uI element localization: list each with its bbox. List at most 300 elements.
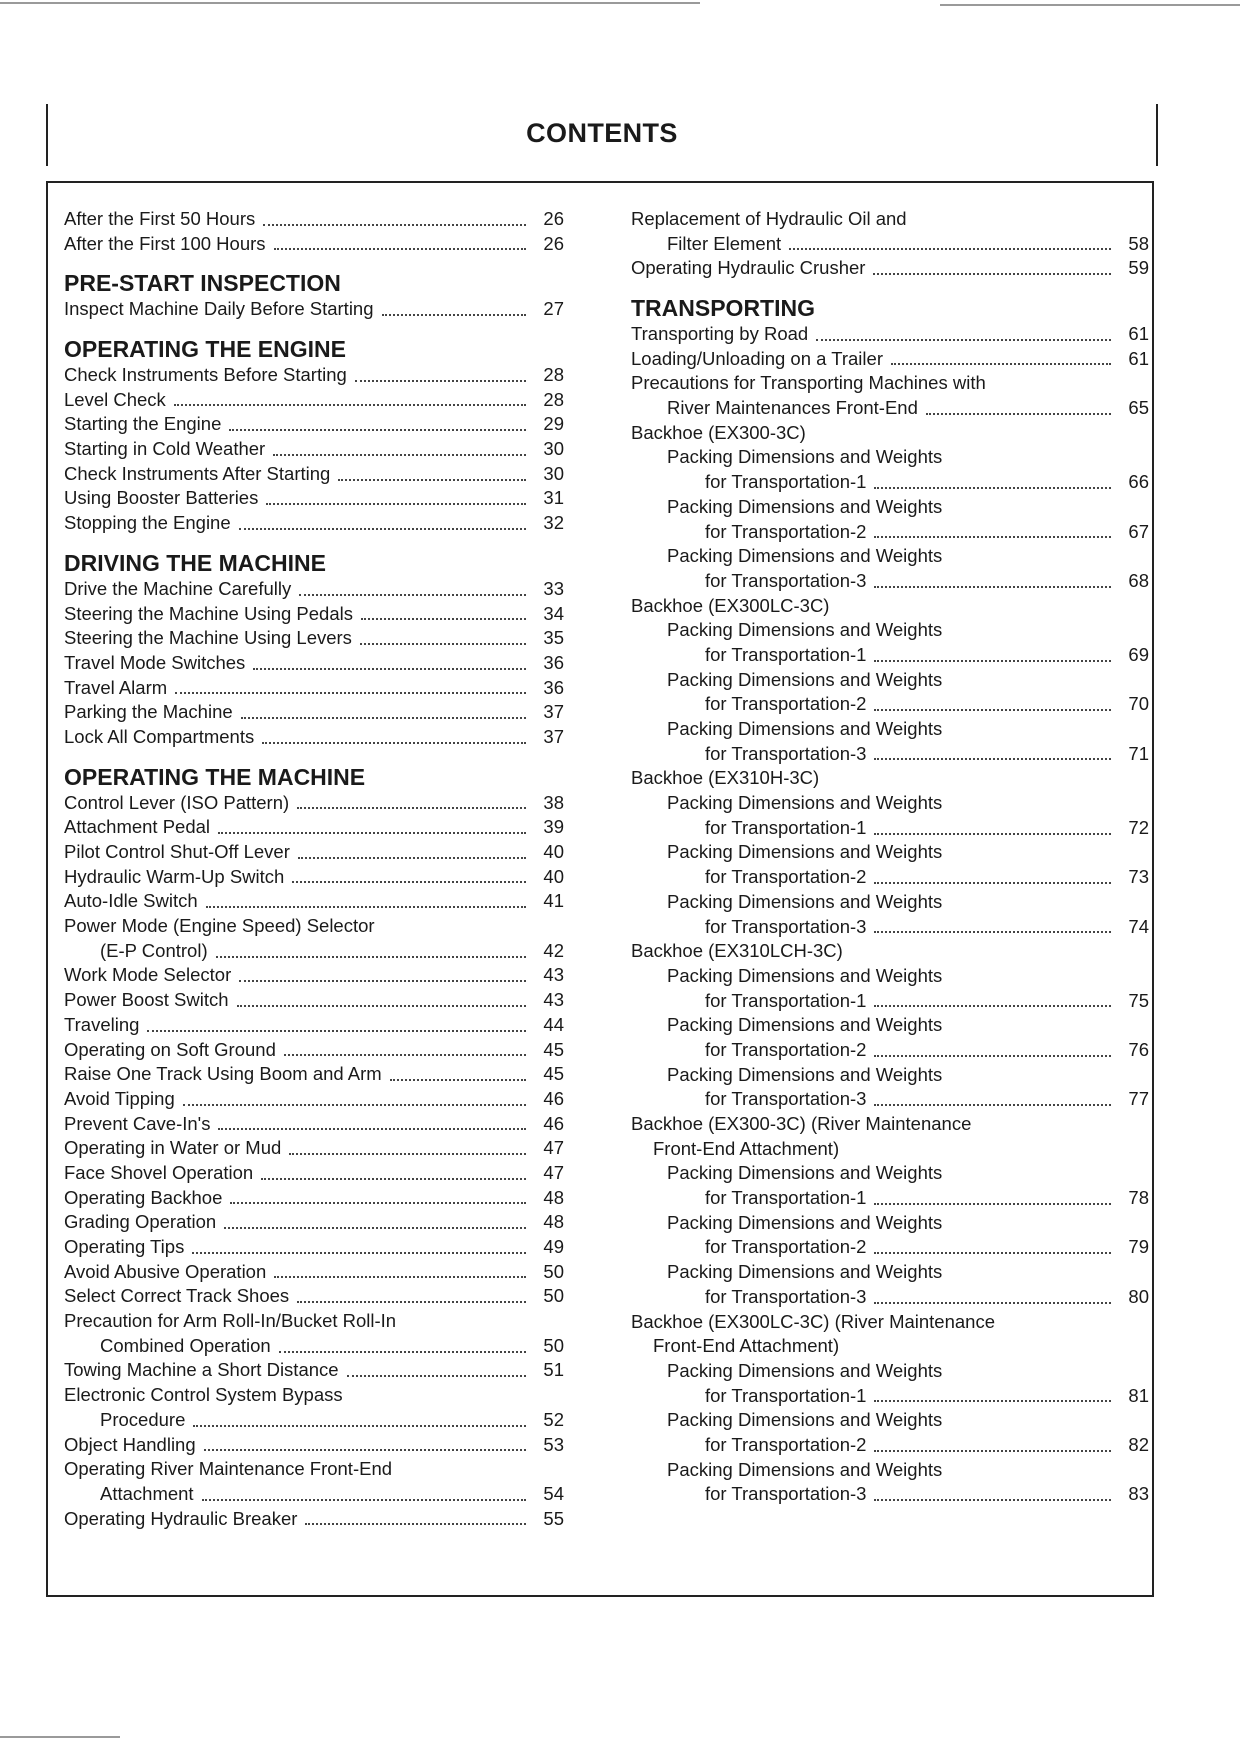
entry-title: Operating on Soft Ground <box>64 1038 276 1060</box>
entry-title: Power Mode (Engine Speed) Selector <box>64 915 375 937</box>
page-number: 61 <box>1128 347 1149 369</box>
toc-line <box>64 232 564 257</box>
toc-entry[interactable] <box>64 626 564 651</box>
toc-entry[interactable] <box>64 865 564 890</box>
toc-line <box>64 1482 564 1507</box>
toc-left-column <box>64 207 564 1531</box>
page-number: 37 <box>543 701 564 723</box>
toc-entry[interactable] <box>631 1359 1149 1408</box>
toc-entry[interactable] <box>64 1161 564 1186</box>
toc-entry[interactable] <box>64 1186 564 1211</box>
entry-title: Stopping the Engine <box>64 512 231 534</box>
toc-line <box>631 1310 1149 1335</box>
dot-leader <box>262 741 526 744</box>
entry-title: Precautions for Transporting Machines with <box>631 372 986 394</box>
dot-leader <box>218 831 526 834</box>
toc-line <box>631 841 1149 866</box>
page-number: 82 <box>1128 1433 1149 1455</box>
toc-entry[interactable] <box>64 462 564 487</box>
entry-title: Front-End Attachment) <box>653 1335 840 1357</box>
toc-entry[interactable] <box>64 676 564 701</box>
toc-line <box>631 322 1149 347</box>
toc-entry[interactable] <box>64 1260 564 1285</box>
toc-line <box>64 700 564 725</box>
dot-leader <box>229 428 526 431</box>
toc-line <box>631 939 1149 964</box>
toc-line <box>631 865 1149 890</box>
toc-entry[interactable] <box>64 1112 564 1137</box>
entry-title: Lock All Compartments <box>64 725 255 747</box>
toc-entry[interactable] <box>64 1013 564 1038</box>
entry-title: Auto-Idle Switch <box>64 890 198 912</box>
page-number: 36 <box>543 651 564 673</box>
entry-title: Packing Dimensions and Weights <box>667 1409 943 1431</box>
toc-entry[interactable] <box>64 1457 564 1506</box>
toc-entry[interactable] <box>631 371 1149 420</box>
entry-title: Filter Element <box>667 232 782 254</box>
entry-title: Operating Hydraulic Breaker <box>64 1507 298 1529</box>
entry-title: for Transportation-3 <box>705 1088 867 1110</box>
page-number: 61 <box>1128 323 1149 345</box>
toc-entry[interactable] <box>631 1310 1149 1359</box>
entry-title: Combined Operation <box>100 1334 271 1356</box>
toc-line <box>64 1235 564 1260</box>
dot-leader <box>874 708 1111 711</box>
toc-line <box>631 1186 1149 1211</box>
toc-line <box>64 487 564 512</box>
dot-leader <box>874 832 1111 835</box>
toc-line <box>631 1433 1149 1458</box>
dot-leader <box>289 1152 526 1155</box>
toc-entry[interactable] <box>64 487 564 512</box>
toc-entry[interactable] <box>64 1433 564 1458</box>
entry-title: Packing Dimensions and Weights <box>667 792 943 814</box>
page-number: 31 <box>543 487 564 509</box>
entry-title: Transporting by Road <box>631 323 809 345</box>
dot-leader <box>274 247 526 250</box>
dot-leader <box>874 757 1111 760</box>
toc-entry[interactable] <box>64 988 564 1013</box>
entry-title: Packing Dimensions and Weights <box>667 446 943 468</box>
page-number: 67 <box>1128 520 1149 542</box>
dot-leader <box>237 1004 526 1007</box>
toc-entry[interactable] <box>631 939 1149 964</box>
toc-entry[interactable] <box>64 791 564 816</box>
toc-line <box>64 1457 564 1482</box>
toc-line <box>64 725 564 750</box>
page-number: 43 <box>543 964 564 986</box>
entry-title: Backhoe (EX300LC-3C) (River Maintenance <box>631 1310 996 1332</box>
dot-leader <box>874 1498 1111 1501</box>
toc-line <box>631 594 1149 619</box>
toc-line <box>64 988 564 1013</box>
toc-entry[interactable] <box>64 232 564 257</box>
toc-entry[interactable] <box>631 1013 1149 1062</box>
dot-leader <box>874 1449 1111 1452</box>
entry-title: Steering the Machine Using Levers <box>64 627 352 649</box>
toc-entry[interactable] <box>631 1458 1149 1507</box>
entry-title: for Transportation-2 <box>705 866 867 888</box>
toc-entry[interactable] <box>64 725 564 750</box>
toc-line <box>631 1458 1149 1483</box>
dot-leader <box>874 486 1111 489</box>
entry-title: Pilot Control Shut-Off Lever <box>64 841 290 863</box>
toc-entry[interactable] <box>631 766 1149 791</box>
page-number: 39 <box>543 816 564 838</box>
dot-leader <box>390 1078 526 1081</box>
toc-entry[interactable] <box>64 964 564 989</box>
page-number: 47 <box>543 1161 564 1183</box>
entry-title: for Transportation-3 <box>705 1285 867 1307</box>
toc-line <box>64 1161 564 1186</box>
dot-leader <box>218 1127 526 1130</box>
toc-entry[interactable] <box>631 791 1149 840</box>
page-number: 59 <box>1128 257 1149 279</box>
toc-line <box>64 1260 564 1285</box>
toc-entry[interactable] <box>64 840 564 865</box>
dot-leader <box>261 1177 526 1180</box>
toc-entry[interactable] <box>64 914 564 963</box>
entry-title: for Transportation-3 <box>705 1483 867 1505</box>
toc-line <box>64 363 564 388</box>
dot-leader <box>241 716 526 719</box>
dot-leader <box>230 1201 526 1204</box>
page-number: 40 <box>543 841 564 863</box>
page-number: 77 <box>1128 1088 1149 1110</box>
entry-title: Operating Hydraulic Crusher <box>631 257 866 279</box>
dot-leader <box>891 362 1111 365</box>
page-number: 53 <box>543 1433 564 1455</box>
toc-entry[interactable] <box>631 322 1149 347</box>
toc-line <box>631 989 1149 1014</box>
dot-leader <box>874 881 1111 884</box>
page-number: 41 <box>543 890 564 912</box>
toc-entry[interactable] <box>631 421 1149 446</box>
toc-line <box>64 1507 564 1532</box>
entry-title: for Transportation-1 <box>705 989 867 1011</box>
scan-edge-line <box>0 2 700 4</box>
toc-entry[interactable] <box>631 544 1149 593</box>
toc-entry[interactable] <box>631 1063 1149 1112</box>
toc-entry[interactable] <box>64 388 564 413</box>
page-number: 37 <box>543 725 564 747</box>
entry-title: After the First 100 Hours <box>64 232 266 254</box>
toc-line <box>631 964 1149 989</box>
toc-entry[interactable] <box>64 1210 564 1235</box>
entry-title: Procedure <box>100 1408 186 1430</box>
entry-title: Backhoe (EX310H-3C) <box>631 767 820 789</box>
page-number: 71 <box>1128 742 1149 764</box>
entry-title: Loading/Unloading on a Trailer <box>631 347 883 369</box>
page-number: 46 <box>543 1112 564 1134</box>
section-heading: OPERATING THE MACHINE <box>64 763 366 790</box>
dot-leader <box>263 223 526 226</box>
toc-line <box>631 1359 1149 1384</box>
entry-title: for Transportation-1 <box>705 816 867 838</box>
toc-entry[interactable] <box>631 964 1149 1013</box>
toc-line <box>631 1013 1149 1038</box>
dot-leader <box>789 247 1111 250</box>
page-number: 29 <box>543 413 564 435</box>
dot-leader <box>192 1251 526 1254</box>
entry-title: Packing Dimensions and Weights <box>667 1211 943 1233</box>
toc-line <box>631 791 1149 816</box>
scan-edge-line <box>0 1736 120 1738</box>
page-number: 33 <box>543 577 564 599</box>
toc-entry[interactable] <box>631 1161 1149 1210</box>
toc-line <box>64 865 564 890</box>
toc-entry[interactable] <box>64 511 564 536</box>
toc-entry[interactable] <box>64 1507 564 1532</box>
entry-title: Control Lever (ISO Pattern) <box>64 791 290 813</box>
dot-leader <box>273 453 526 456</box>
entry-title: Steering the Machine Using Pedals <box>64 602 353 624</box>
entry-title: Parking the Machine <box>64 701 233 723</box>
toc-line <box>64 602 564 627</box>
page-number: 35 <box>543 627 564 649</box>
dot-leader <box>361 617 526 620</box>
toc-entry[interactable] <box>631 1260 1149 1309</box>
toc-entry[interactable] <box>64 700 564 725</box>
page-number: 28 <box>543 388 564 410</box>
page-number: 43 <box>543 989 564 1011</box>
toc-entry[interactable] <box>631 890 1149 939</box>
dot-leader <box>874 1251 1111 1254</box>
toc-line <box>631 668 1149 693</box>
page-number: 66 <box>1128 471 1149 493</box>
toc-line <box>64 791 564 816</box>
toc-line <box>631 692 1149 717</box>
toc-line <box>64 1013 564 1038</box>
toc-entry[interactable] <box>64 602 564 627</box>
toc-line <box>64 1334 564 1359</box>
entry-title: Check Instruments Before Starting <box>64 364 347 386</box>
dot-leader <box>874 1103 1111 1106</box>
toc-line <box>631 816 1149 841</box>
toc-line <box>64 1433 564 1458</box>
toc-entry[interactable] <box>631 1112 1149 1161</box>
toc-entry[interactable] <box>64 1359 564 1384</box>
dot-leader <box>298 856 526 859</box>
dot-leader <box>216 955 526 958</box>
toc-line <box>631 1137 1149 1162</box>
entry-title: Operating in Water or Mud <box>64 1137 282 1159</box>
toc-entry[interactable] <box>64 207 564 232</box>
section-heading: PRE-START INSPECTION <box>64 270 341 297</box>
page-number: 45 <box>543 1038 564 1060</box>
toc-entry[interactable] <box>64 363 564 388</box>
toc-line <box>631 1211 1149 1236</box>
dot-leader <box>874 1054 1111 1057</box>
toc-entry[interactable] <box>64 297 564 322</box>
toc-line <box>64 462 564 487</box>
dot-leader <box>239 527 526 530</box>
page-number: 47 <box>543 1137 564 1159</box>
section-heading: TRANSPORTING <box>631 295 815 322</box>
section-heading: DRIVING THE MACHINE <box>64 549 326 576</box>
dot-leader <box>874 1399 1111 1402</box>
dot-leader <box>239 979 526 982</box>
toc-line <box>631 742 1149 767</box>
entry-title: Grading Operation <box>64 1211 217 1233</box>
dot-leader <box>299 593 526 596</box>
page-number: 79 <box>1128 1236 1149 1258</box>
toc-line <box>631 1384 1149 1409</box>
entry-title: Check Instruments After Starting <box>64 462 331 484</box>
toc-entry[interactable] <box>64 412 564 437</box>
toc-line <box>631 1087 1149 1112</box>
toc-entry[interactable] <box>631 207 1149 256</box>
toc-entry[interactable] <box>64 1136 564 1161</box>
page-number: 30 <box>543 462 564 484</box>
toc-line <box>64 511 564 536</box>
toc-line <box>64 889 564 914</box>
toc-entry[interactable] <box>64 1062 564 1087</box>
scan-edge-line <box>940 4 1240 6</box>
entry-title: for Transportation-3 <box>705 915 867 937</box>
page-number: 26 <box>543 232 564 254</box>
entry-title: Front-End Attachment) <box>653 1137 840 1159</box>
toc-entry[interactable] <box>631 668 1149 717</box>
entry-title: Work Mode Selector <box>64 964 232 986</box>
entry-title: Prevent Cave-In's <box>64 1112 211 1134</box>
toc-line <box>64 412 564 437</box>
toc-entry[interactable] <box>64 1235 564 1260</box>
dot-leader <box>355 379 526 382</box>
entry-title: Raise One Track Using Boom and Arm <box>64 1063 382 1085</box>
toc-entry[interactable] <box>631 1408 1149 1457</box>
entry-title: Packing Dimensions and Weights <box>667 495 943 517</box>
entry-title: Traveling <box>64 1013 140 1035</box>
entry-title: for Transportation-2 <box>705 1236 867 1258</box>
toc-line <box>631 915 1149 940</box>
toc-entry[interactable] <box>631 1211 1149 1260</box>
entry-title: for Transportation-1 <box>705 1384 867 1406</box>
entry-title: Packing Dimensions and Weights <box>667 619 943 641</box>
entry-title: Level Check <box>64 388 166 410</box>
contents-header <box>46 104 1158 166</box>
dot-leader <box>874 1202 1111 1205</box>
toc-entry[interactable] <box>631 495 1149 544</box>
page-number: 46 <box>543 1087 564 1109</box>
entry-title: (E-P Control) <box>100 939 208 961</box>
page-number: 58 <box>1128 232 1149 254</box>
toc-line <box>64 676 564 701</box>
toc-entry[interactable] <box>64 1087 564 1112</box>
entry-title: Starting in Cold Weather <box>64 438 266 460</box>
dot-leader <box>338 478 526 481</box>
page-number: 50 <box>543 1260 564 1282</box>
dot-leader <box>284 1053 526 1056</box>
toc-line <box>631 1260 1149 1285</box>
page-number: 70 <box>1128 693 1149 715</box>
toc-entry[interactable] <box>64 1284 564 1309</box>
page-number: 42 <box>543 939 564 961</box>
toc-entry[interactable] <box>64 437 564 462</box>
toc-line <box>631 766 1149 791</box>
dot-leader <box>204 1448 526 1451</box>
toc-line <box>631 446 1149 471</box>
dot-leader <box>874 930 1111 933</box>
page-number: 36 <box>543 676 564 698</box>
toc-line <box>631 371 1149 396</box>
toc-entry[interactable] <box>64 577 564 602</box>
dot-leader <box>816 338 1111 341</box>
dot-leader <box>202 1498 526 1501</box>
page-number: 44 <box>543 1013 564 1035</box>
toc-entry[interactable] <box>631 717 1149 766</box>
toc-entry[interactable] <box>631 618 1149 667</box>
toc-line <box>64 1383 564 1408</box>
toc-entry[interactable] <box>631 594 1149 619</box>
entry-title: for Transportation-2 <box>705 693 867 715</box>
toc-line <box>631 470 1149 495</box>
toc-line <box>64 1186 564 1211</box>
toc-entry[interactable] <box>64 1383 564 1432</box>
toc-entry[interactable] <box>64 1309 564 1358</box>
dot-leader <box>360 642 526 645</box>
page-number: 45 <box>543 1063 564 1085</box>
toc-line <box>64 297 564 322</box>
entry-title: Replacement of Hydraulic Oil and <box>631 207 907 229</box>
entry-title: Attachment Pedal <box>64 816 211 838</box>
page-number: 49 <box>543 1236 564 1258</box>
toc-entry[interactable] <box>64 815 564 840</box>
page-number: 76 <box>1128 1038 1149 1060</box>
entry-title: Packing Dimensions and Weights <box>667 964 943 986</box>
page-number: 28 <box>543 364 564 386</box>
page-number: 34 <box>543 602 564 624</box>
toc-line <box>64 1112 564 1137</box>
dot-leader <box>305 1522 526 1525</box>
toc-line <box>631 569 1149 594</box>
page-number: 52 <box>543 1408 564 1430</box>
toc-line <box>631 1285 1149 1310</box>
toc-entry[interactable] <box>631 841 1149 890</box>
toc-line <box>631 1112 1149 1137</box>
entry-title: Backhoe (EX300LC-3C) <box>631 594 830 616</box>
dot-leader <box>279 1350 526 1353</box>
toc-line <box>631 347 1149 372</box>
toc-entry[interactable] <box>64 651 564 676</box>
entry-title: Packing Dimensions and Weights <box>667 1261 943 1283</box>
toc-line <box>64 840 564 865</box>
toc-entry[interactable] <box>64 1038 564 1063</box>
toc-line <box>631 1482 1149 1507</box>
entry-title: Drive the Machine Carefully <box>64 577 292 599</box>
page-number: 48 <box>543 1186 564 1208</box>
dot-leader <box>874 585 1111 588</box>
dot-leader <box>874 535 1111 538</box>
entry-title: for Transportation-1 <box>705 643 867 665</box>
toc-entry[interactable] <box>64 889 564 914</box>
dot-leader <box>193 1424 526 1427</box>
dot-leader <box>347 1374 526 1377</box>
toc-entry[interactable] <box>631 446 1149 495</box>
entry-title: Power Boost Switch <box>64 989 229 1011</box>
toc-entry[interactable] <box>631 256 1149 281</box>
toc-line <box>64 964 564 989</box>
toc-entry[interactable] <box>631 347 1149 372</box>
entry-title: Object Handling <box>64 1433 196 1455</box>
toc-line <box>631 396 1149 421</box>
entry-title: Avoid Tipping <box>64 1087 175 1109</box>
dot-leader <box>175 691 526 694</box>
page-number: 69 <box>1128 643 1149 665</box>
entry-title: for Transportation-3 <box>705 569 867 591</box>
dot-leader <box>874 1004 1111 1007</box>
toc-line <box>631 520 1149 545</box>
